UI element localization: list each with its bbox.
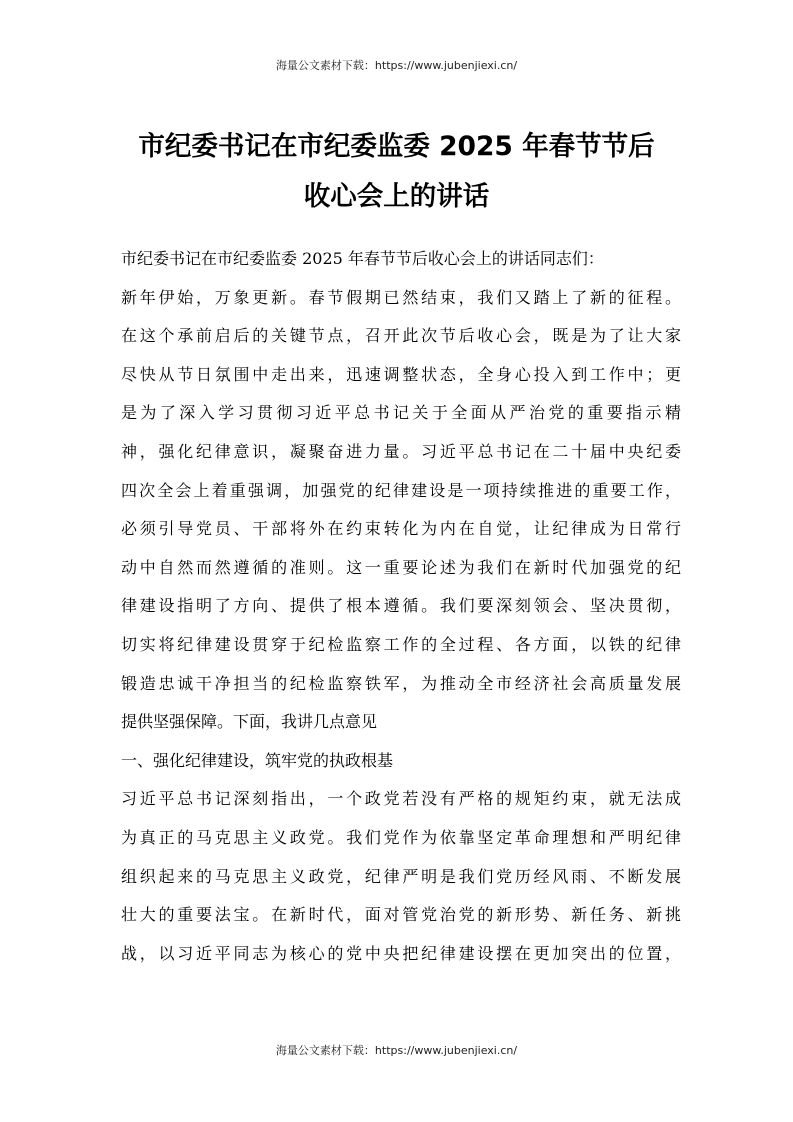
page-header: 海量公文素材下载：https://www.jubenjiexi.cn/ — [275, 59, 518, 72]
title-line-2: 收心会上的讲话 — [303, 181, 490, 212]
body-line: 神，强化纪律意识，凝聚奋进力量。习近平总书记在二十届中央纪委 — [121, 441, 681, 461]
title-line-1: 市纪委书记在市纪委监委 2025 年春节节后 — [138, 131, 655, 162]
body-line: 市纪委书记在市纪委监委 2025 年春节节后收心会上的讲话同志们： — [121, 249, 604, 268]
body-line: 是为了深入学习贯彻习近平总书记关于全面从严治党的重要指示精 — [121, 403, 681, 423]
body-line: 提供坚强保障。下面，我讲几点意见 — [121, 712, 378, 732]
body-line: 尽快从节日氛围中走出来，迅速调整状态，全身心投入到工作中；更 — [121, 364, 681, 384]
body-line: 必须引导党员、干部将外在约束转化为内在自觉，让纪律成为日常行 — [121, 519, 681, 539]
body-line: 切实将纪律建设贯穿于纪检监察工作的全过程、各方面，以铁的纪律 — [121, 634, 681, 654]
body-line: 在这个承前启后的关键节点，召开此次节后收心会，既是为了让大家 — [121, 326, 681, 346]
body-line: 组织起来的马克思主义政党，纪律严明是我们党历经风雨、不断发展 — [121, 866, 681, 886]
body-line: 动中自然而然遵循的准则。这一重要论述为我们在新时代加强党的纪 — [121, 557, 681, 577]
body-line: 律建设指明了方向、提供了根本遵循。我们要深刻领会、坚决贯彻， — [121, 596, 681, 616]
body-line: 战，以习近平同志为核心的党中央把纪律建设摆在更加突出的位置， — [121, 943, 681, 963]
body-line: 新年伊始，万象更新。春节假期已然结束，我们又踏上了新的征程。 — [121, 287, 681, 307]
body-line: 习近平总书记深刻指出，一个政党若没有严格的规矩约束，就无法成 — [121, 789, 681, 809]
body-line: 为真正的马克思主义政党。我们党作为依靠坚定革命理想和严明纪律 — [121, 827, 681, 847]
body-line: 锻造忠诚干净担当的纪检监察铁军，为推动全市经济社会高质量发展 — [121, 673, 681, 693]
section-heading: 一、强化纪律建设，筑牢党的执政根基 — [121, 750, 394, 770]
page-footer: 海量公文素材下载：https://www.jubenjiexi.cn/ — [275, 1044, 518, 1057]
document-title — [100, 122, 693, 222]
body-line: 壮大的重要法宝。在新时代，面对管党治党的新形势、新任务、新挑 — [121, 905, 681, 925]
document-body — [121, 240, 681, 973]
body-line: 四次全会上着重强调，加强党的纪律建设是一项持续推进的重要工作， — [121, 480, 681, 500]
